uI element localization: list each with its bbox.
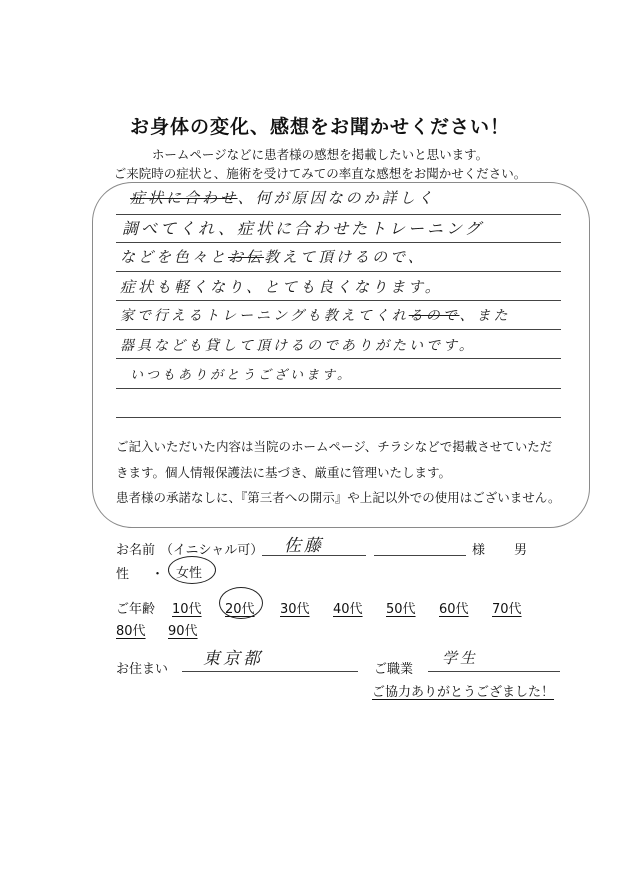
comment-line-2: 調べてくれ、症状に合わせたトレーニング <box>122 219 484 238</box>
name-label: お名前 <box>116 543 156 558</box>
gender-female: 女性 <box>176 566 203 581</box>
comment-text: 、また <box>459 308 511 324</box>
ruled-line <box>116 242 561 243</box>
comment-line-7: いつもありがとうございます。 <box>130 368 353 383</box>
address-label: お住まい <box>116 662 169 677</box>
ruled-line <box>116 300 561 301</box>
honorific: 様 <box>472 543 486 558</box>
struck-text: 症状に合わせ <box>130 189 238 207</box>
intro-line-2: ご来院時の症状と、施術を受けてみての率直な感想をお聞かせください。 <box>113 166 527 181</box>
comment-text: などを色々と <box>120 248 229 266</box>
thanks-text: ご協力ありがとうござました！ <box>372 685 555 700</box>
job-label: ご職業 <box>374 662 414 677</box>
name-value: 佐藤 <box>284 536 324 556</box>
address-value: 東京都 <box>203 649 263 669</box>
job-underline <box>428 671 560 672</box>
ruled-line <box>116 329 561 330</box>
ruled-line <box>116 271 561 272</box>
age-option-60[interactable]: 60代 <box>439 602 469 617</box>
age-option-70[interactable]: 70代 <box>492 602 522 617</box>
intro-line-1: ホームページなどに患者様の感想を掲載したいと思います。 <box>151 147 489 162</box>
notice-line-1: ご記入いただいた内容は当院のホームページ、チラシなどで掲載させていただ <box>116 439 553 454</box>
age-option-90[interactable]: 90代 <box>168 624 198 639</box>
comment-text: 家で行えるトレーニングも教えてくれ <box>120 308 409 324</box>
comment-line-4: 症状も軽くなり、とても良くなります。 <box>120 278 443 296</box>
comment-line-1: 症状に合わせ、何が原因なのか詳しく <box>130 189 436 207</box>
initial-label: （イニシャル可） <box>160 543 264 558</box>
gender-sei-label: 性 <box>116 567 130 582</box>
ruled-line <box>116 358 561 359</box>
age-option-30[interactable]: 30代 <box>280 602 310 617</box>
struck-text: お伝 <box>228 248 265 266</box>
comment-line-3 <box>120 246 426 267</box>
ruled-line <box>116 417 561 418</box>
age-option-80[interactable]: 80代 <box>116 624 146 639</box>
age-option-10[interactable]: 10代 <box>172 602 202 617</box>
ruled-line <box>116 214 561 215</box>
comment-line-5 <box>120 305 510 325</box>
ruled-line <box>116 388 561 389</box>
selected-age-circle <box>219 587 263 619</box>
notice-line-3: 患者様の承諾なしに、『第三者への開示』や上記以外での使用はございません。 <box>116 490 561 505</box>
notice-line-2: きます。個人情報保護法に基づき、厳重に管理いたします。 <box>116 465 452 480</box>
comment-line-6: 器具なども貸して頂けるのでありがたいです。 <box>120 338 476 354</box>
name-underline-2 <box>374 555 466 556</box>
comment-text: 教えて頂けるので、 <box>264 248 426 266</box>
gender-separator: ・ <box>151 567 165 582</box>
address-underline <box>182 671 358 672</box>
age-option-40[interactable]: 40代 <box>333 602 363 617</box>
age-option-50[interactable]: 50代 <box>386 602 416 617</box>
job-value: 学生 <box>442 649 479 667</box>
age-option-20[interactable]: 20代 <box>225 602 255 617</box>
struck-text: るので <box>408 308 460 324</box>
gender-male: 男 <box>514 543 528 558</box>
comment-text: 何が原因なのか詳しく <box>255 189 436 207</box>
age-label: ご年齢 <box>116 602 156 617</box>
page-title: お身体の変化、感想をお聞かせください！ <box>129 116 510 138</box>
